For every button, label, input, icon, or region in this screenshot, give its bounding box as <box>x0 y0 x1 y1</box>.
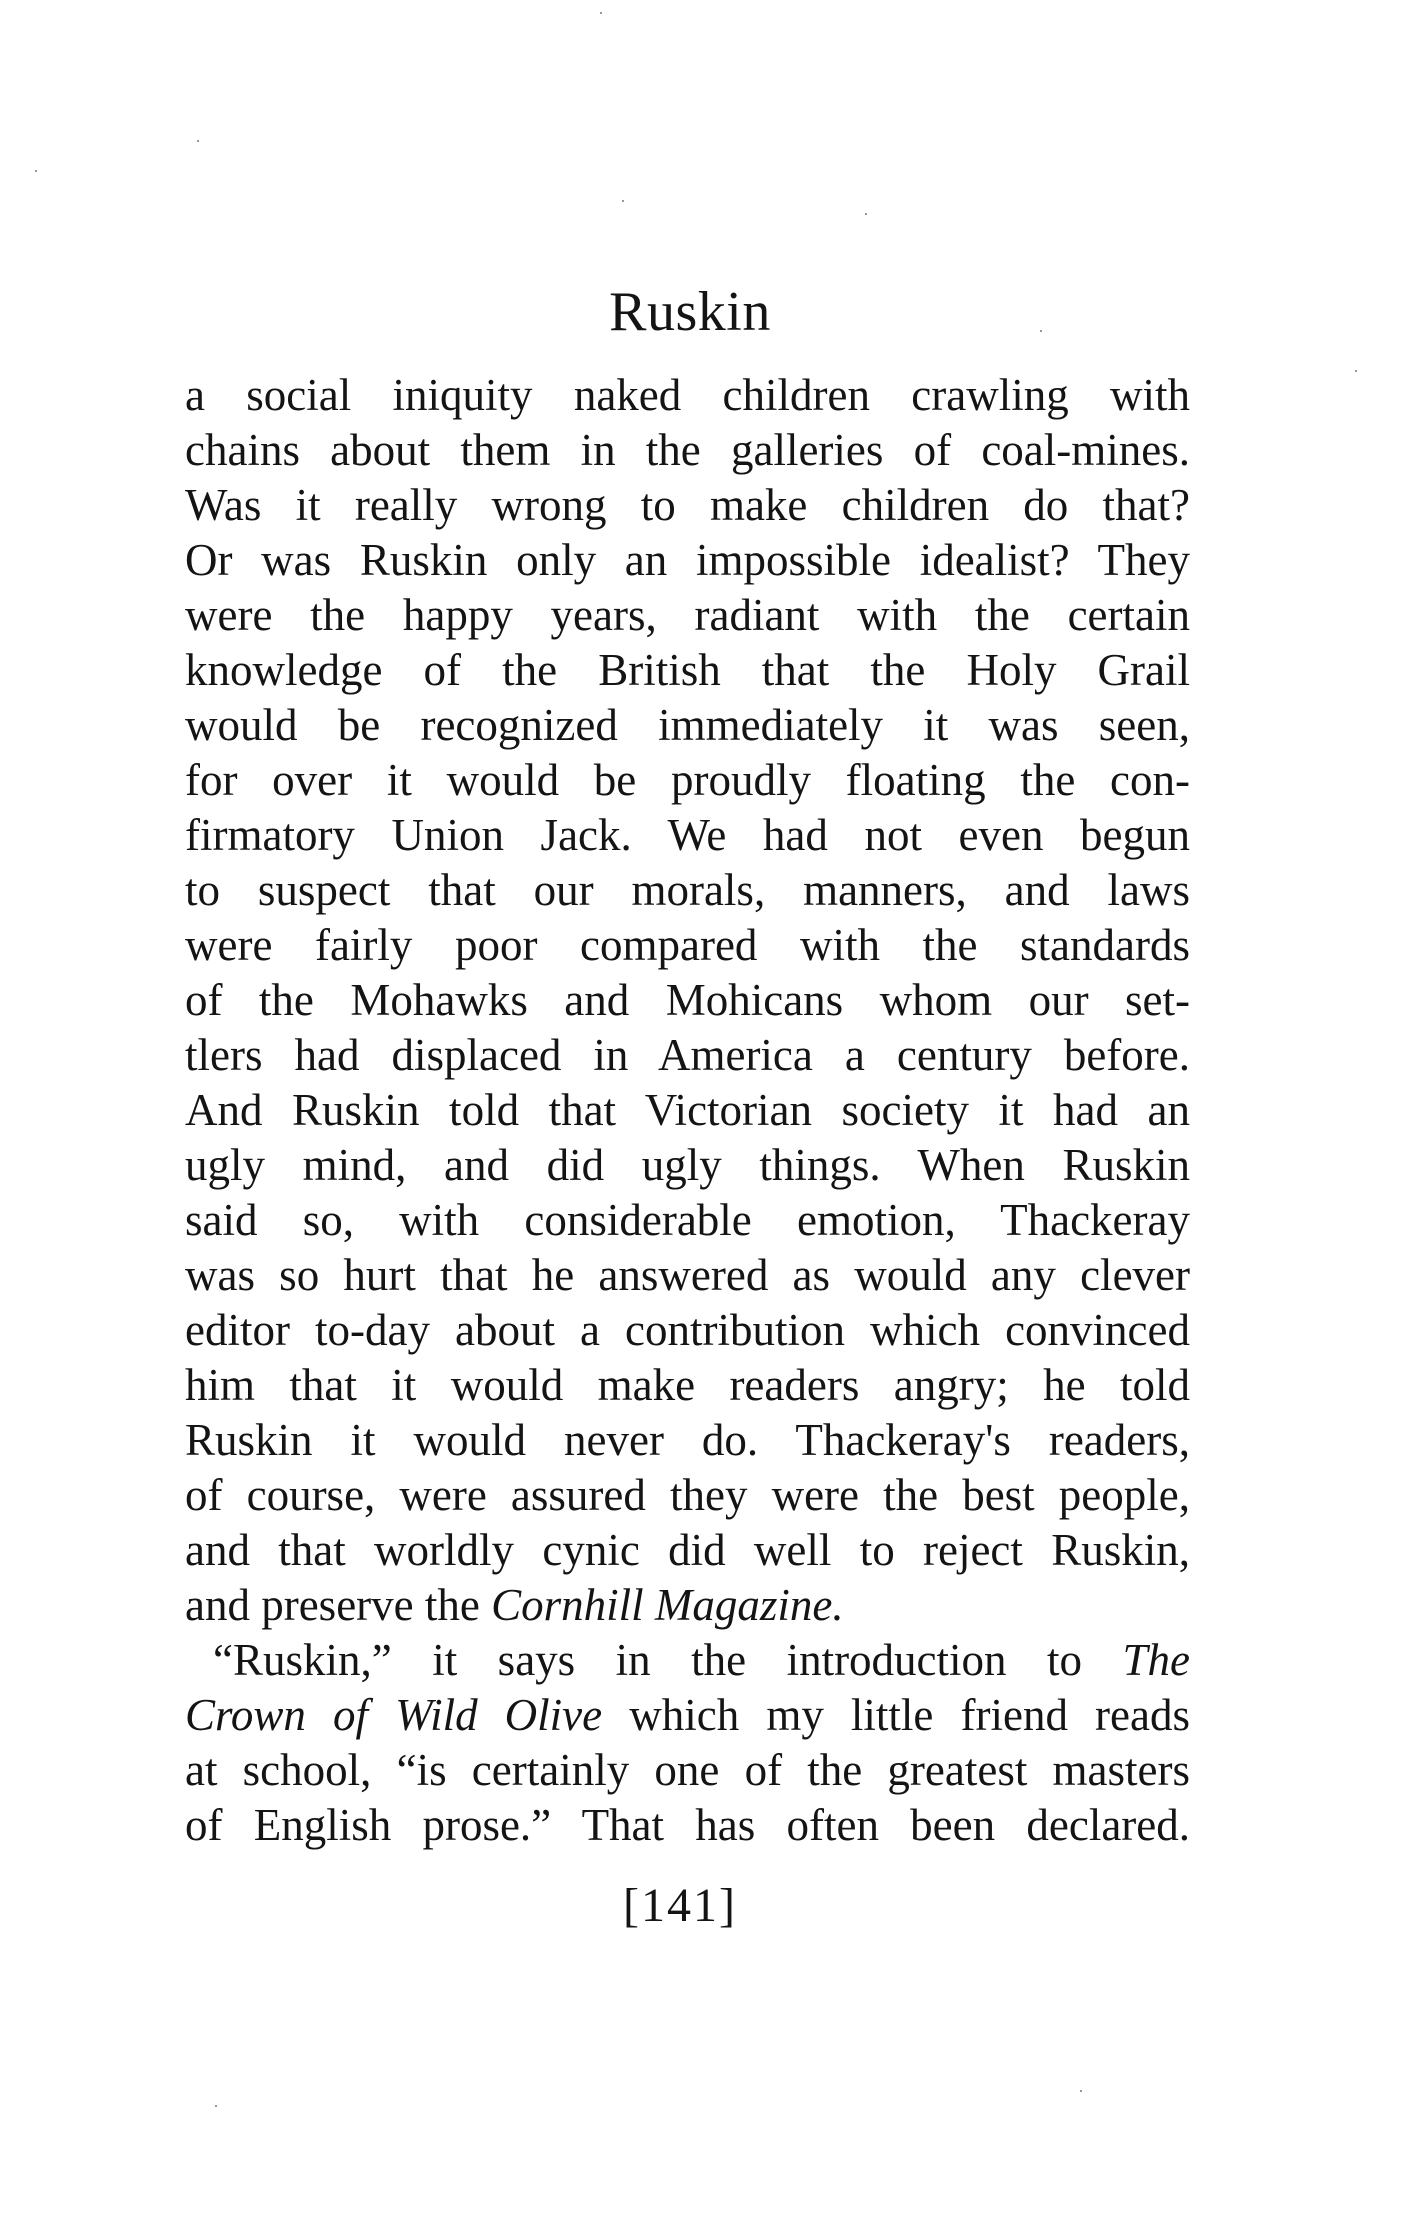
body-text <box>185 368 1190 1853</box>
line-suffix: which my little friend reads <box>602 1690 1190 1740</box>
text-line: chains about them in the galleries of coal-mines. <box>185 425 1190 475</box>
scan-speck <box>1355 370 1357 372</box>
text-line: to suspect that our morals, manners, and laws <box>185 865 1190 915</box>
text-line: ugly mind, and did ugly things. When Ruskin <box>185 1140 1190 1190</box>
line-prefix: and preserve the <box>185 1580 492 1630</box>
scan-speck <box>1080 2090 1082 2092</box>
text-line: a social iniquity naked children crawling with <box>185 370 1190 420</box>
text-line: editor to-day about a contribution which convinced <box>185 1305 1190 1355</box>
italic-title: Crown of Wild Olive <box>185 1690 603 1740</box>
text-line: at school, “is certainly one of the greatest masters <box>185 1745 1190 1795</box>
paragraph-start-line <box>185 1633 1190 1688</box>
text-line: tlers had displaced in America a century before. <box>185 1030 1190 1080</box>
text-line: said so, with considerable emotion, Thackeray <box>185 1195 1190 1245</box>
text-line: of course, were assured they were the best people, <box>185 1470 1190 1520</box>
text-line: firmatory Union Jack. We had not even begun <box>185 810 1190 860</box>
text-line: of English prose.” That has often been declared. <box>185 1800 1190 1850</box>
text-line: of the Mohawks and Mohicans whom our set- <box>185 975 1190 1025</box>
text-line: and that worldly cynic did well to reject Ruskin, <box>185 1525 1190 1575</box>
text-line: was so hurt that he answered as would any clever <box>185 1250 1190 1300</box>
paragraph-end-line <box>185 1578 1190 1633</box>
text-line: for over it would be proudly floating the con- <box>185 755 1190 805</box>
text-line: knowledge of the British that the Holy Grail <box>185 645 1190 695</box>
scan-speck <box>622 200 624 202</box>
text-line: And Ruskin told that Victorian society it had an <box>185 1085 1190 1135</box>
scan-speck <box>600 12 602 14</box>
text-line: would be recognized immediately it was seen, <box>185 700 1190 750</box>
running-head-title: Ruskin <box>609 281 771 343</box>
text-line: were fairly poor compared with the standards <box>185 920 1190 970</box>
text-line: Was it really wrong to make children do that? <box>185 480 1190 530</box>
scan-speck <box>215 2105 217 2107</box>
text-line: Ruskin it would never do. Thackeray's readers, <box>185 1415 1190 1465</box>
italic-title: The <box>1122 1635 1190 1685</box>
text-line <box>185 1688 1190 1743</box>
line-prefix: “Ruskin,” it says in the introduction to <box>213 1635 1123 1685</box>
scan-speck <box>865 213 867 215</box>
italic-title: Cornhill Magazine. <box>491 1580 844 1630</box>
text-line: were the happy years, radiant with the certain <box>185 590 1190 640</box>
text-line: Or was Ruskin only an impossible idealist? They <box>185 535 1190 585</box>
scan-speck <box>197 140 199 142</box>
text-line: him that it would make readers angry; he told <box>185 1360 1190 1410</box>
scan-speck <box>1040 330 1042 332</box>
page-number: [141] <box>623 1879 737 1932</box>
scan-speck <box>35 170 37 172</box>
